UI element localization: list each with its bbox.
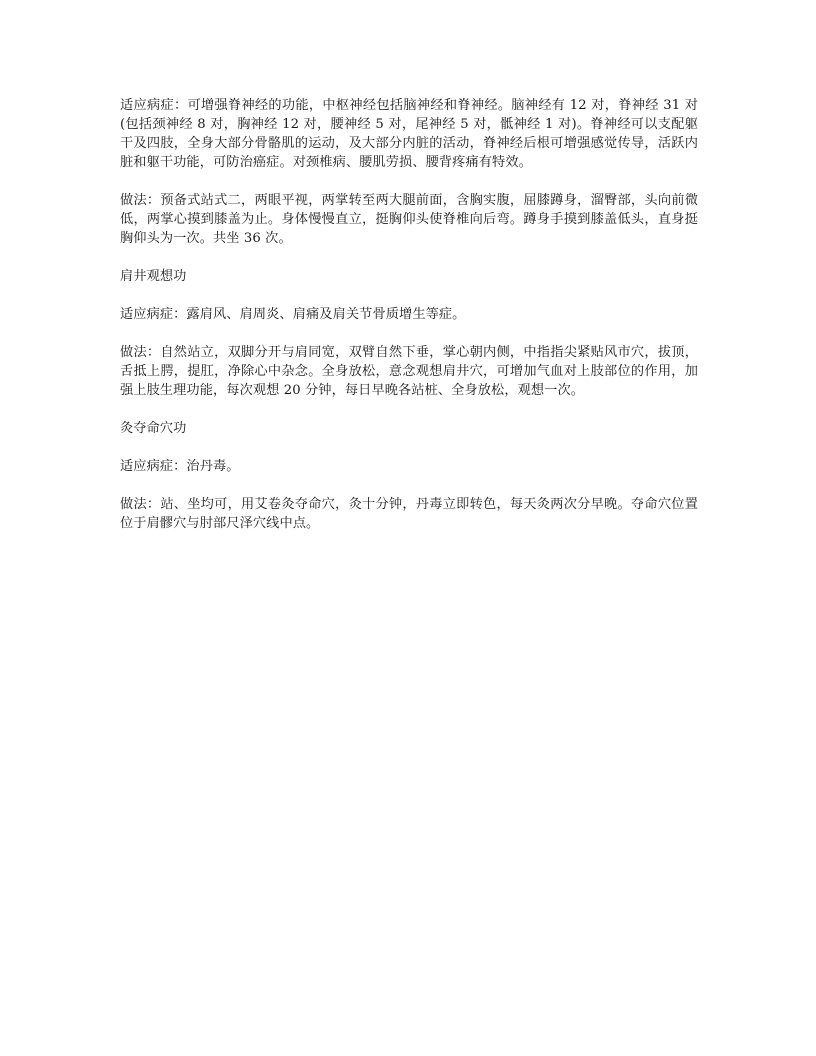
section-heading-moxibustion: 灸夺命穴功 [120, 421, 187, 436]
paragraph-indications-spinal-nerve: 适应病症：可增强脊神经的功能，中枢神经包括脑神经和脊神经。脑神经有 12 对，脊神经 31 对(包括颈神经 8 对，胸神经 12 对，腰神经 5 对，尾神经 5 对，骶神经 1 对)。脊神经可以支配躯干及四肢，全身大部分骨骼肌的运动，及大部分内脏的活动，脊神经后根可增强感觉传导，活跃内脏和躯干功能，可防治癌症。对颈椎病、腰肌劳损、腰背疼痛有特效。 [120, 98, 698, 170]
document-body [120, 96, 698, 552]
paragraph-method-shoulder: 做法：自然站立，双脚分开与肩同宽，双臂自然下垂，掌心朝内侧，中指指尖紧贴风市穴，拔顶，舌抵上腭，提肛，净除心中杂念。全身放松，意念观想肩井穴，可增加气血对上肢部位的作用，加强上肢生理功能，每次观想 20 分钟，每日早晚各站桩、全身放松，观想一次。 [120, 345, 698, 398]
paragraph-indications-shoulder: 适应病症：露肩风、肩周炎、肩痛及肩关节骨质增生等症。 [120, 307, 466, 322]
paragraph-method-spinal-exercise: 做法：预备式站式二，两眼平视，两掌转至两大腿前面，含胸实腹，屈膝蹲身，溜臀部，头向前微低，两掌心摸到膝盖为止。身体慢慢直立，挺胸仰头使脊椎向后弯。蹲身手摸到膝盖低头，直身挺胸仰头为一次。共坐 36 次。 [120, 193, 698, 246]
paragraph-indications-moxibustion: 适应病症：治丹毒。 [120, 459, 240, 474]
section-heading-shoulder-well: 肩井观想功 [120, 269, 187, 284]
paragraph-method-moxibustion: 做法：站、坐均可，用艾卷灸夺命穴，灸十分钟，丹毒立即转色，每天灸两次分早晚。夺命穴位置位于肩髎穴与肘部尺泽穴线中点。 [120, 497, 698, 531]
